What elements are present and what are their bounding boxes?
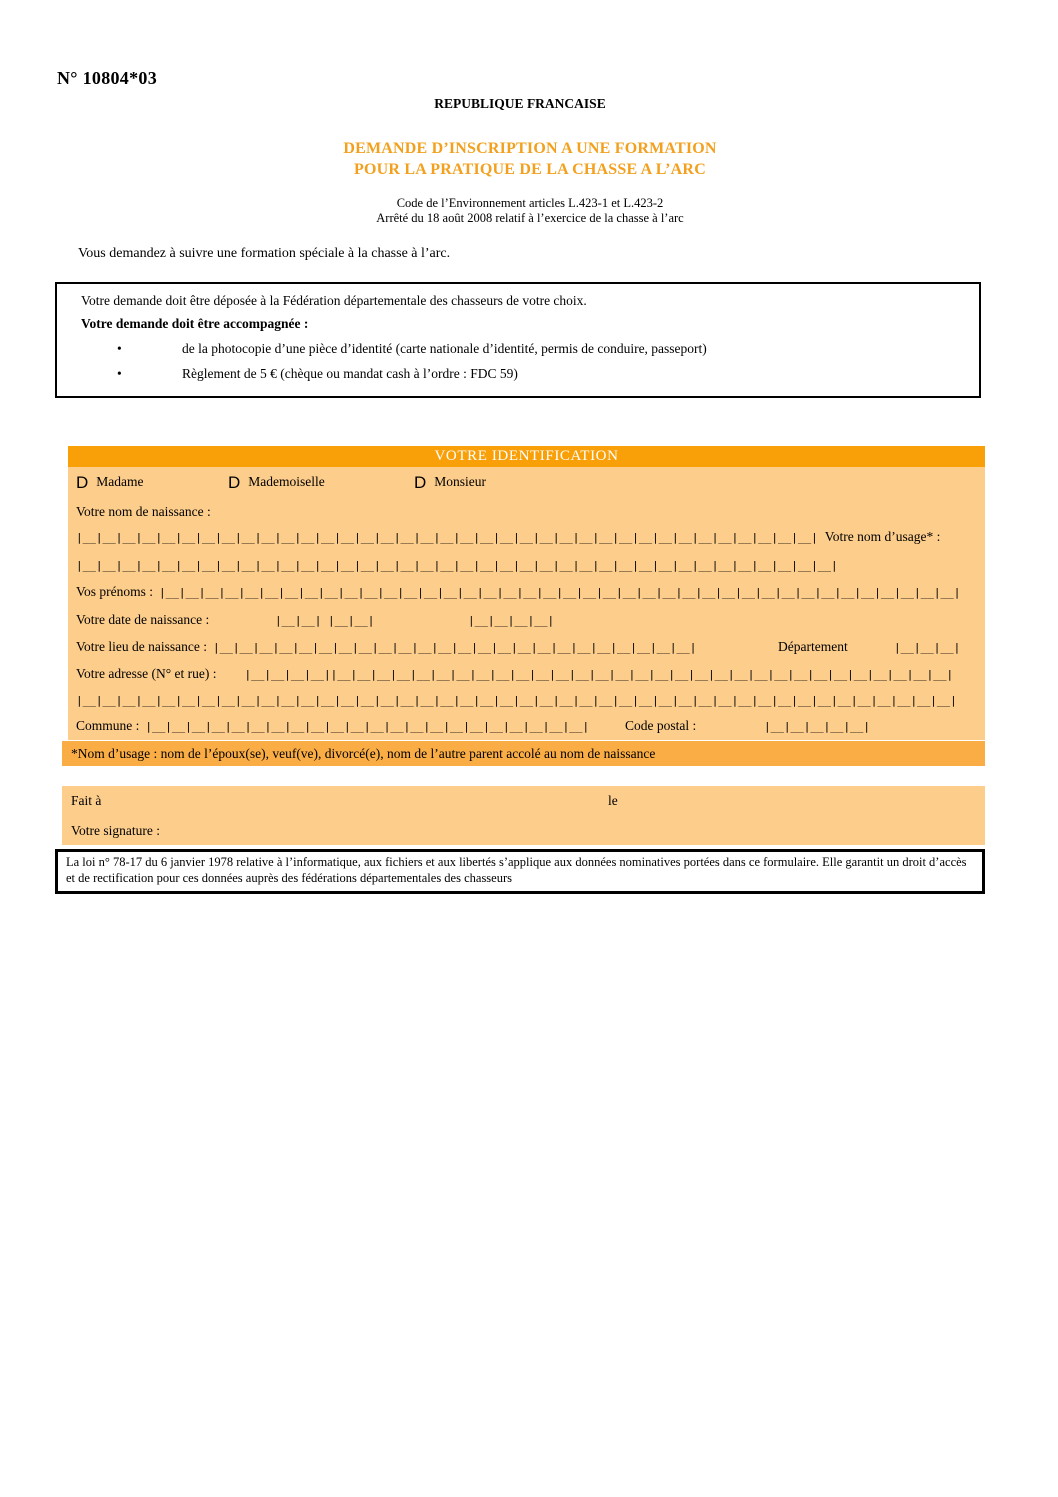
birth-name-field[interactable]: |__|__|__|__|__|__|__|__|__|__|__|__|__|__|__|__|__|__|__|__|__|__|__|__|__|__|__|__|__|__|__|__|__|__|__|__|__| <box>76 530 818 544</box>
bullet-icon: • <box>117 366 122 381</box>
instruction-bullet-1 <box>81 341 969 357</box>
birth-place-label: Votre lieu de naissance : <box>76 639 207 654</box>
instructions-box <box>55 282 981 398</box>
bullet-icon: • <box>117 341 122 356</box>
birth-name-row <box>76 526 977 548</box>
instruction-bullet-2 <box>81 366 969 382</box>
first-names-field[interactable]: |__|__|__|__|__|__|__|__|__|__|__|__|__|__|__|__|__|__|__|__|__|__|__|__|__|__|__|__|__|__|__|__|__|__|__|__|__|__|__|__| <box>159 585 961 599</box>
birth-place-row <box>76 636 977 658</box>
address-line2-field[interactable]: |__|__|__|__|__|__|__|__|__|__|__|__|__|__|__|__|__|__|__|__|__|__|__|__|__|__|__|__|__|__|__|__|__|__|__|__|__|__|__|__|__|__|__|__| <box>76 693 957 707</box>
commune-label: Commune : <box>76 718 140 733</box>
civility-label-madame: Madame <box>96 474 144 489</box>
address-row <box>76 663 977 685</box>
first-names-label: Vos prénoms : <box>76 584 154 599</box>
postal-code-label: Code postal : <box>625 718 697 733</box>
form-title <box>0 138 1058 180</box>
birth-date-row <box>76 609 977 631</box>
made-at-label: Fait à <box>71 793 102 808</box>
address-street-field[interactable]: |__|__|__|__|__|__|__|__|__|__|__|__|__|__|__|__|__|__|__|__|__|__|__|__|__|__|__|__|__|__|__| <box>330 667 954 681</box>
address-row-2 <box>76 689 977 711</box>
instruction-bullet-2-text: Règlement de 5 € (chèque ou mandat cash à l’ordre : FDC 59) <box>182 366 518 381</box>
address-label: Votre adresse (N° et rue) : <box>76 666 217 681</box>
legal-reference-line1: Code de l’Environnement articles L.423-1 et L.423-2 <box>396 196 664 210</box>
republic-heading: REPUBLIQUE FRANCAISE <box>434 96 606 111</box>
form-number: N° 10804*03 <box>57 68 157 88</box>
checkbox-mademoiselle[interactable]: D <box>228 472 241 492</box>
intro-text: Vous demandez à suivre une formation spéciale à la chasse à l’arc. <box>78 246 451 261</box>
checkbox-madame[interactable]: D <box>76 472 89 492</box>
birth-date-label: Votre date de naissance : <box>76 612 210 627</box>
signature-block <box>62 786 985 845</box>
form-title-line2: POUR LA PRATIQUE DE LA CHASSE A L’ARC <box>354 161 706 178</box>
form-title-line1: DEMANDE D’INSCRIPTION A UNE FORMATION <box>343 140 717 157</box>
instructions-line1: Votre demande doit être déposée à la Fédération départementale des chasseurs de votre choix. <box>81 293 587 308</box>
signature-label: Votre signature : <box>71 823 160 838</box>
civility-option-mademoiselle[interactable] <box>228 474 414 491</box>
civility-options <box>76 471 977 493</box>
address-number-field[interactable]: |__|__|__|__| <box>244 667 331 681</box>
first-names-row <box>76 581 977 603</box>
birth-date-day-field[interactable]: |__|__| <box>275 613 322 627</box>
usage-name-label: Votre nom d’usage* : <box>824 529 941 544</box>
birth-name-label: Votre nom de naissance : <box>76 504 211 519</box>
usage-name-row <box>76 554 977 576</box>
birth-date-year-field[interactable]: |__|__|__|__| <box>468 613 555 627</box>
civility-option-madame[interactable] <box>76 474 228 491</box>
checkbox-monsieur[interactable]: D <box>414 472 427 492</box>
civility-label-monsieur: Monsieur <box>434 474 487 489</box>
commune-field[interactable]: |__|__|__|__|__|__|__|__|__|__|__|__|__|__|__|__|__|__|__|__|__|__| <box>145 719 590 733</box>
department-label: Département <box>778 639 848 654</box>
instruction-bullet-1-text: de la photocopie d’une pièce d’identité (carte nationale d’identité, permis de conduire, passeport) <box>182 341 707 356</box>
civility-option-monsieur[interactable] <box>414 474 486 491</box>
birth-place-field[interactable]: |__|__|__|__|__|__|__|__|__|__|__|__|__|__|__|__|__|__|__|__|__|__|__|__| <box>212 640 697 654</box>
usage-name-note: *Nom d’usage : nom de l’époux(se), veuf(ve), divorcé(e), nom de l’autre parent accolé au nom de naissance <box>62 741 985 766</box>
legal-reference <box>0 196 1058 226</box>
instructions-line2: Votre demande doit être accompagnée : <box>81 316 309 331</box>
date-on-label: le <box>608 793 618 808</box>
department-field[interactable]: |__|__|__| <box>894 640 961 654</box>
identification-section <box>68 467 985 740</box>
usage-name-field[interactable]: |__|__|__|__|__|__|__|__|__|__|__|__|__|__|__|__|__|__|__|__|__|__|__|__|__|__|__|__|__|__|__|__|__|__|__|__|__|__| <box>76 558 838 572</box>
identification-section-header: VOTRE IDENTIFICATION <box>68 446 985 467</box>
postal-code-field[interactable]: |__|__|__|__|__| <box>764 719 870 733</box>
data-protection-notice: La loi n° 78-17 du 6 janvier 1978 relative à l’informatique, aux fichiers et aux libertés s’applique aux données nominatives portées dans ce formulaire. Elle garantit un droit d’accès et de rectification pour ces données auprès des fédérations départementales des chasseurs <box>55 849 985 894</box>
civility-label-mademoiselle: Mademoiselle <box>248 474 325 489</box>
legal-reference-line2: Arrêté du 18 août 2008 relatif à l’exercice de la chasse à l’arc <box>376 211 684 225</box>
birth-date-month-field[interactable]: |__|__| <box>328 613 375 627</box>
commune-row <box>76 715 977 737</box>
